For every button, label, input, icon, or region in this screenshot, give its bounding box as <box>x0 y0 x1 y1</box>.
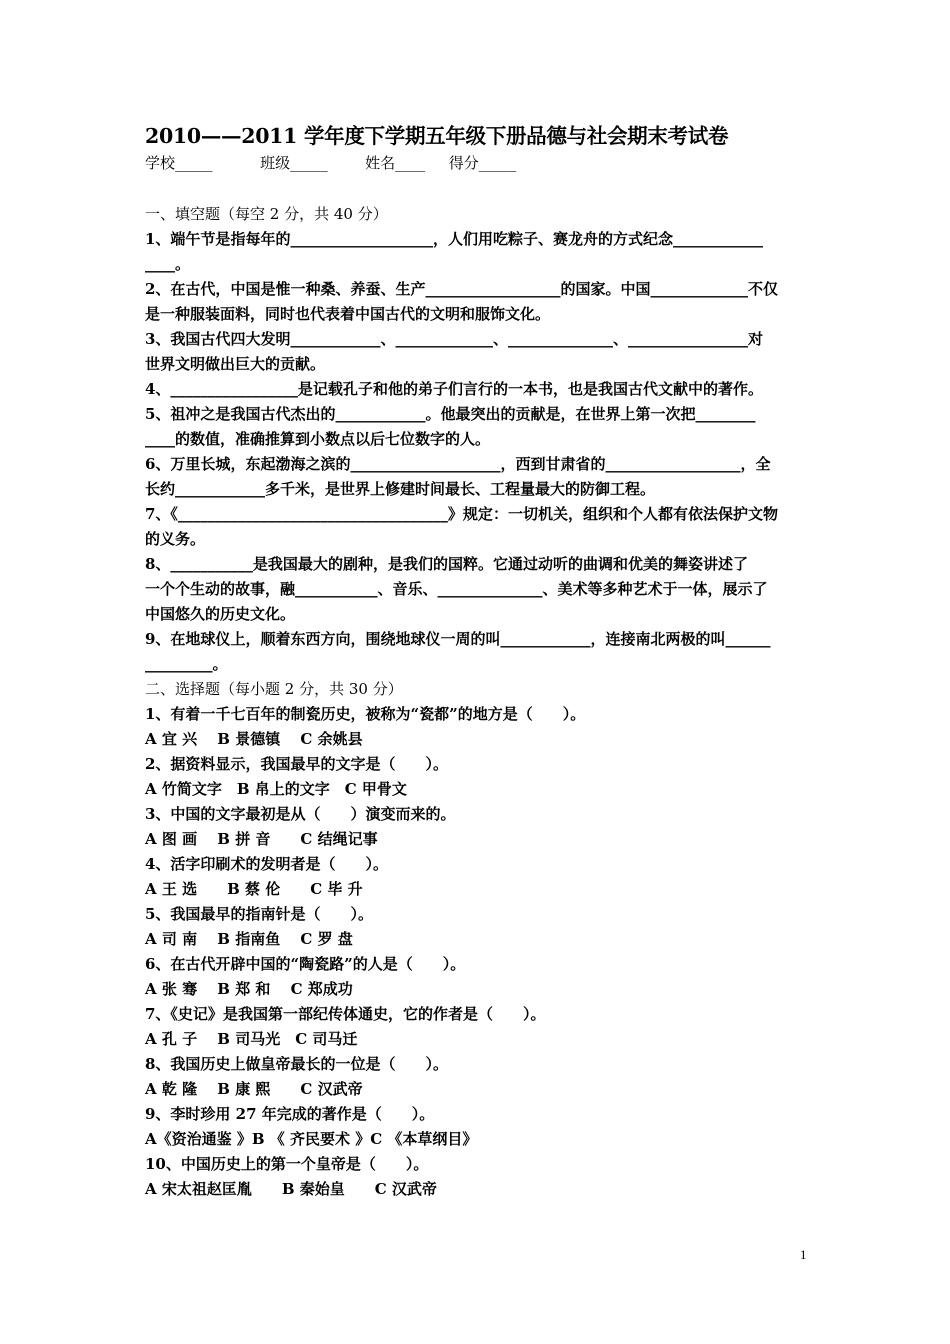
question-line: 7、《史记》是我国第一部纪传体通史，它的作者是（ ）。 <box>145 1005 546 1023</box>
options-line: A 竹简文字 B 帛上的文字 C 甲骨文 <box>145 780 407 798</box>
question-line: 6、万里长城，东起渤海之滨的____________________，西到甘肃省的__________________，全 <box>145 455 771 473</box>
question-line: 长约____________多千米，是世界上修建时间最长、工程量最大的防御工程。 <box>145 480 656 498</box>
spacer <box>145 174 810 202</box>
options-line: A《资治通鉴 》B 《 齐民要术 》C 《本草纲目》 <box>145 1130 478 1148</box>
question-line: 5、我国最早的指南针是（ ）。 <box>145 905 373 923</box>
page-number: 1 <box>800 1247 807 1262</box>
class-field[interactable]: 班级_____ <box>260 154 328 172</box>
question-line: 是一种服装面料，同时也代表着中国古代的文明和服饰文化。 <box>145 305 551 323</box>
question-line: 的义务。 <box>145 530 206 548</box>
section2-lines <box>145 702 810 1202</box>
question-line: 7、《____________________________________》规定：一切机关，组织和个人都有依法保护文物 <box>145 505 778 523</box>
options-line: A 孔 子 B 司马光 C 司马迁 <box>145 1030 358 1048</box>
question-line: 1、有着一千七百年的制瓷历史，被称为“瓷都”的地方是（ ）。 <box>145 705 586 723</box>
question-line: ____。 <box>145 255 191 273</box>
score-field[interactable]: 得分_____ <box>448 154 517 172</box>
exam-page <box>145 120 810 1202</box>
question-line: 9、李时珍用 27 年完成的著作是（ ）。 <box>145 1105 435 1123</box>
exam-title: 2010——2011 学年度下学期五年级下册品德与社会期末考试卷 <box>145 124 729 148</box>
question-line: 4、活字印刷术的发明者是（ ）。 <box>145 855 388 873</box>
question-line: 8、___________是我国最大的剧种，是我们的国粹。它通过动听的曲调和优美的舞姿讲述了 <box>145 555 748 573</box>
question-line: 4、_________________是记载孔子和他的弟子们言行的一本书，也是我国古代文献中的著作。 <box>145 380 763 398</box>
section2-heading: 二、选择题（每小题 2 分，共 30 分） <box>145 680 403 698</box>
school-field[interactable]: 学校_____ <box>145 154 213 172</box>
options-line: A 图 画 B 拼 音 C 结绳记事 <box>145 830 378 848</box>
section1-lines <box>145 227 810 677</box>
options-line: A 王 选 B 蔡 伦 C 毕 升 <box>145 880 363 898</box>
options-line: A 宋太祖赵匡胤 B 秦始皇 C 汉武帝 <box>145 1180 437 1198</box>
section-multiple-choice <box>145 677 810 1202</box>
options-line: A 司 南 B 指南鱼 C 罗 盘 <box>145 930 353 948</box>
question-line: 中国悠久的历史文化。 <box>145 605 296 623</box>
question-line: 3、中国的文字最初是从（ ）演变而来的。 <box>145 805 456 823</box>
question-line: 一个个生动的故事，融___________、音乐、______________、美术等多种艺术于一体，展示了 <box>145 580 768 598</box>
question-line: ____的数值，准确推算到小数点以后七位数字的人。 <box>145 430 491 448</box>
section-fill-in-blank <box>145 202 810 677</box>
question-line: 3、我国古代四大发明____________、_____________、______________、________________对 <box>145 330 763 348</box>
question-line: 10、中国历史上的第一个皇帝是（ ）。 <box>145 1155 429 1173</box>
options-line: A 宜 兴 B 景德镇 C 余姚县 <box>145 730 363 748</box>
options-line: A 张 骞 B 郑 和 C 郑成功 <box>145 980 353 998</box>
options-line: A 乾 隆 B 康 熙 C 汉武帝 <box>145 1080 363 1098</box>
question-line: 5、祖冲之是我国古代杰出的____________。他最突出的贡献是，在世界上第一次把________ <box>145 405 756 423</box>
question-line: 9、在地球仪上，顺着东西方向，围绕地球仪一周的叫____________，连接南北两极的叫______ <box>145 630 771 648</box>
question-line: 6、在古代开辟中国的“陶瓷路”的人是（ ）。 <box>145 955 466 973</box>
student-info-row <box>145 152 810 174</box>
section1-heading: 一、填空题（每空 2 分，共 40 分） <box>145 205 388 223</box>
question-line: 8、我国历史上做皇帝最长的一位是（ ）。 <box>145 1055 448 1073</box>
question-line: 2、据资料显示，我国最早的文字是（ ）。 <box>145 755 448 773</box>
name-field[interactable]: 姓名____ <box>365 154 426 172</box>
question-line: _________。 <box>145 655 228 673</box>
question-line: 2、在古代，中国是惟一种桑、养蚕、生产__________________的国家。中国_____________不仅 <box>145 280 778 298</box>
question-line: 1、端午节是指每年的___________________，人们用吃粽子、赛龙舟的方式纪念____________ <box>145 230 763 248</box>
question-line: 世界文明做出巨大的贡献。 <box>145 355 326 373</box>
